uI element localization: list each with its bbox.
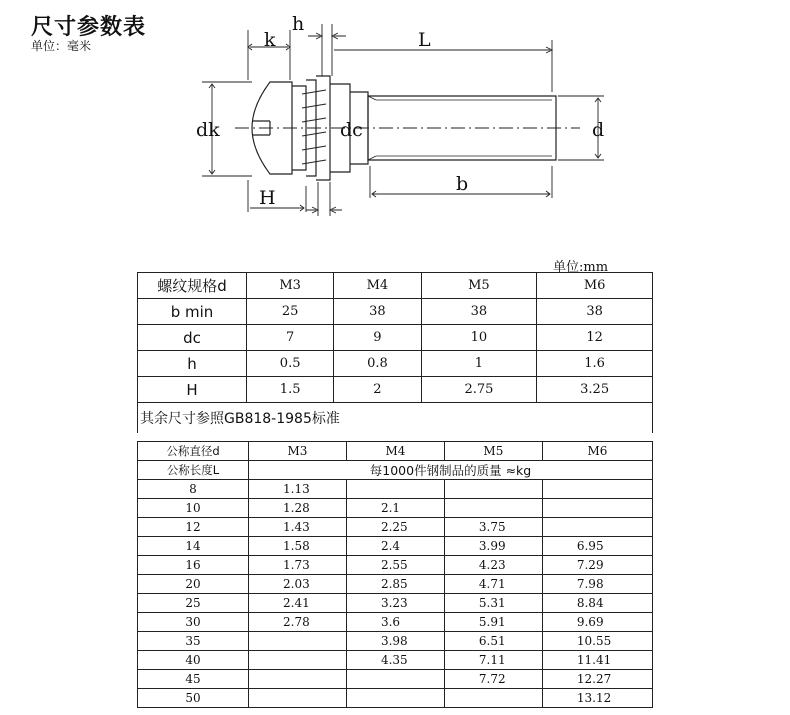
mass-row	[138, 670, 653, 689]
spec-cell: 7	[247, 325, 334, 351]
mass-cell	[542, 480, 652, 499]
spec-row	[138, 325, 653, 351]
mass-length-cell: 14	[138, 537, 249, 556]
mass-row	[138, 594, 653, 613]
mass-cell: 10.55	[542, 632, 652, 651]
mass-cell: 2.25	[346, 518, 444, 537]
mass-row	[138, 499, 653, 518]
mass-cell: 3.98	[346, 632, 444, 651]
mass-cell: 9.69	[542, 613, 652, 632]
mass-cell: 1.13	[249, 480, 347, 499]
mass-cell: 7.72	[444, 670, 542, 689]
page-title: 尺寸参数表	[31, 15, 147, 40]
spec-cell: 1.5	[247, 377, 334, 403]
mass-header-row	[138, 442, 653, 461]
label-h: h	[292, 13, 305, 35]
spec-header-cell: M5	[421, 273, 537, 299]
length-label: 公称长度L	[138, 461, 249, 480]
spec-cell: 3.25	[537, 377, 653, 403]
unit-label: 单位:mm	[553, 260, 609, 275]
mass-cell: 6.95	[542, 537, 652, 556]
mass-cell	[346, 480, 444, 499]
mass-length-cell: 10	[138, 499, 249, 518]
mass-cell: 3.6	[346, 613, 444, 632]
mass-cell: 7.11	[444, 651, 542, 670]
spec-header-cell: M4	[334, 273, 421, 299]
page-subtitle: 单位：毫米	[31, 39, 92, 53]
mass-length-cell: 25	[138, 594, 249, 613]
mass-length-cell: 12	[138, 518, 249, 537]
mass-row	[138, 651, 653, 670]
mass-cell	[249, 651, 347, 670]
mass-header-cell: M4	[346, 442, 444, 461]
spec-cell: 2	[334, 377, 421, 403]
mass-cell	[542, 518, 652, 537]
spec-cell: 38	[334, 299, 421, 325]
mass-cell: 4.35	[346, 651, 444, 670]
mass-cell: 7.29	[542, 556, 652, 575]
mass-length-cell: 40	[138, 651, 249, 670]
mass-length-cell: 45	[138, 670, 249, 689]
mass-length-cell: 30	[138, 613, 249, 632]
mass-row	[138, 537, 653, 556]
mass-header-cell: M6	[542, 442, 652, 461]
spec-row	[138, 299, 653, 325]
spec-row-label: b min	[138, 299, 247, 325]
mass-unit-label: 每1000件钢制品的质量 ≈kg	[249, 461, 653, 480]
spec-cell: 10	[421, 325, 537, 351]
label-dc: dc	[340, 119, 363, 141]
mass-cell: 12.27	[542, 670, 652, 689]
mass-length-cell: 16	[138, 556, 249, 575]
mass-cell	[249, 689, 347, 708]
spec-row	[138, 377, 653, 403]
mass-cell: 4.71	[444, 575, 542, 594]
label-d: d	[592, 119, 605, 141]
mass-cell: 3.75	[444, 518, 542, 537]
label-L: L	[418, 29, 431, 51]
mass-cell: 2.41	[249, 594, 347, 613]
spec-cell: 0.8	[334, 351, 421, 377]
mass-length-cell: 35	[138, 632, 249, 651]
mass-cell	[346, 689, 444, 708]
mass-row	[138, 575, 653, 594]
spec-table	[137, 272, 653, 433]
mass-cell	[444, 689, 542, 708]
spec-cell: 1	[421, 351, 537, 377]
mass-row	[138, 556, 653, 575]
mass-cell	[346, 670, 444, 689]
spec-note-row	[138, 403, 653, 434]
spec-row-label: h	[138, 351, 247, 377]
mass-cell: 5.91	[444, 613, 542, 632]
mass-header-cell: M5	[444, 442, 542, 461]
label-H: H	[259, 187, 276, 209]
mass-cell: 13.12	[542, 689, 652, 708]
label-b: b	[456, 173, 469, 195]
screw-technical-drawing	[195, 12, 625, 222]
spec-row-label: dc	[138, 325, 247, 351]
mass-row	[138, 480, 653, 499]
mass-subheader-row	[138, 461, 653, 480]
mass-cell	[542, 499, 652, 518]
label-dk: dk	[196, 119, 220, 141]
mass-cell: 2.4	[346, 537, 444, 556]
mass-cell: 5.31	[444, 594, 542, 613]
spec-cell: 0.5	[247, 351, 334, 377]
mass-row	[138, 613, 653, 632]
mass-cell: 3.99	[444, 537, 542, 556]
mass-cell: 2.78	[249, 613, 347, 632]
mass-cell: 1.58	[249, 537, 347, 556]
spec-cell: 12	[537, 325, 653, 351]
spec-cell: 2.75	[421, 377, 537, 403]
mass-length-cell: 8	[138, 480, 249, 499]
mass-cell: 8.84	[542, 594, 652, 613]
mass-row	[138, 632, 653, 651]
mass-cell	[249, 632, 347, 651]
spec-cell: 38	[421, 299, 537, 325]
mass-cell: 7.98	[542, 575, 652, 594]
mass-cell: 1.73	[249, 556, 347, 575]
mass-row	[138, 518, 653, 537]
mass-cell	[249, 670, 347, 689]
mass-cell: 11.41	[542, 651, 652, 670]
mass-cell: 2.85	[346, 575, 444, 594]
mass-cell: 2.55	[346, 556, 444, 575]
mass-cell: 4.23	[444, 556, 542, 575]
mass-cell	[444, 480, 542, 499]
spec-cell: 9	[334, 325, 421, 351]
spec-header-cell: M6	[537, 273, 653, 299]
spec-row	[138, 351, 653, 377]
spec-note: 其余尺寸参照GB818-1985标准	[138, 403, 653, 434]
mass-table	[137, 441, 653, 708]
mass-cell: 3.23	[346, 594, 444, 613]
mass-length-cell: 20	[138, 575, 249, 594]
spec-header-cell: 螺纹规格d	[138, 273, 247, 299]
label-k: k	[264, 29, 276, 51]
spec-cell: 38	[537, 299, 653, 325]
spec-header-row	[138, 273, 653, 299]
mass-cell: 1.28	[249, 499, 347, 518]
mass-header-cell: 公称直径d	[138, 442, 249, 461]
spec-header-cell: M3	[247, 273, 334, 299]
mass-cell: 1.43	[249, 518, 347, 537]
mass-cell: 2.1	[346, 499, 444, 518]
mass-row	[138, 689, 653, 708]
mass-header-cell: M3	[249, 442, 347, 461]
mass-length-cell: 50	[138, 689, 249, 708]
spec-row-label: H	[138, 377, 247, 403]
mass-cell: 6.51	[444, 632, 542, 651]
spec-cell: 25	[247, 299, 334, 325]
mass-cell: 2.03	[249, 575, 347, 594]
spec-cell: 1.6	[537, 351, 653, 377]
mass-cell	[444, 499, 542, 518]
